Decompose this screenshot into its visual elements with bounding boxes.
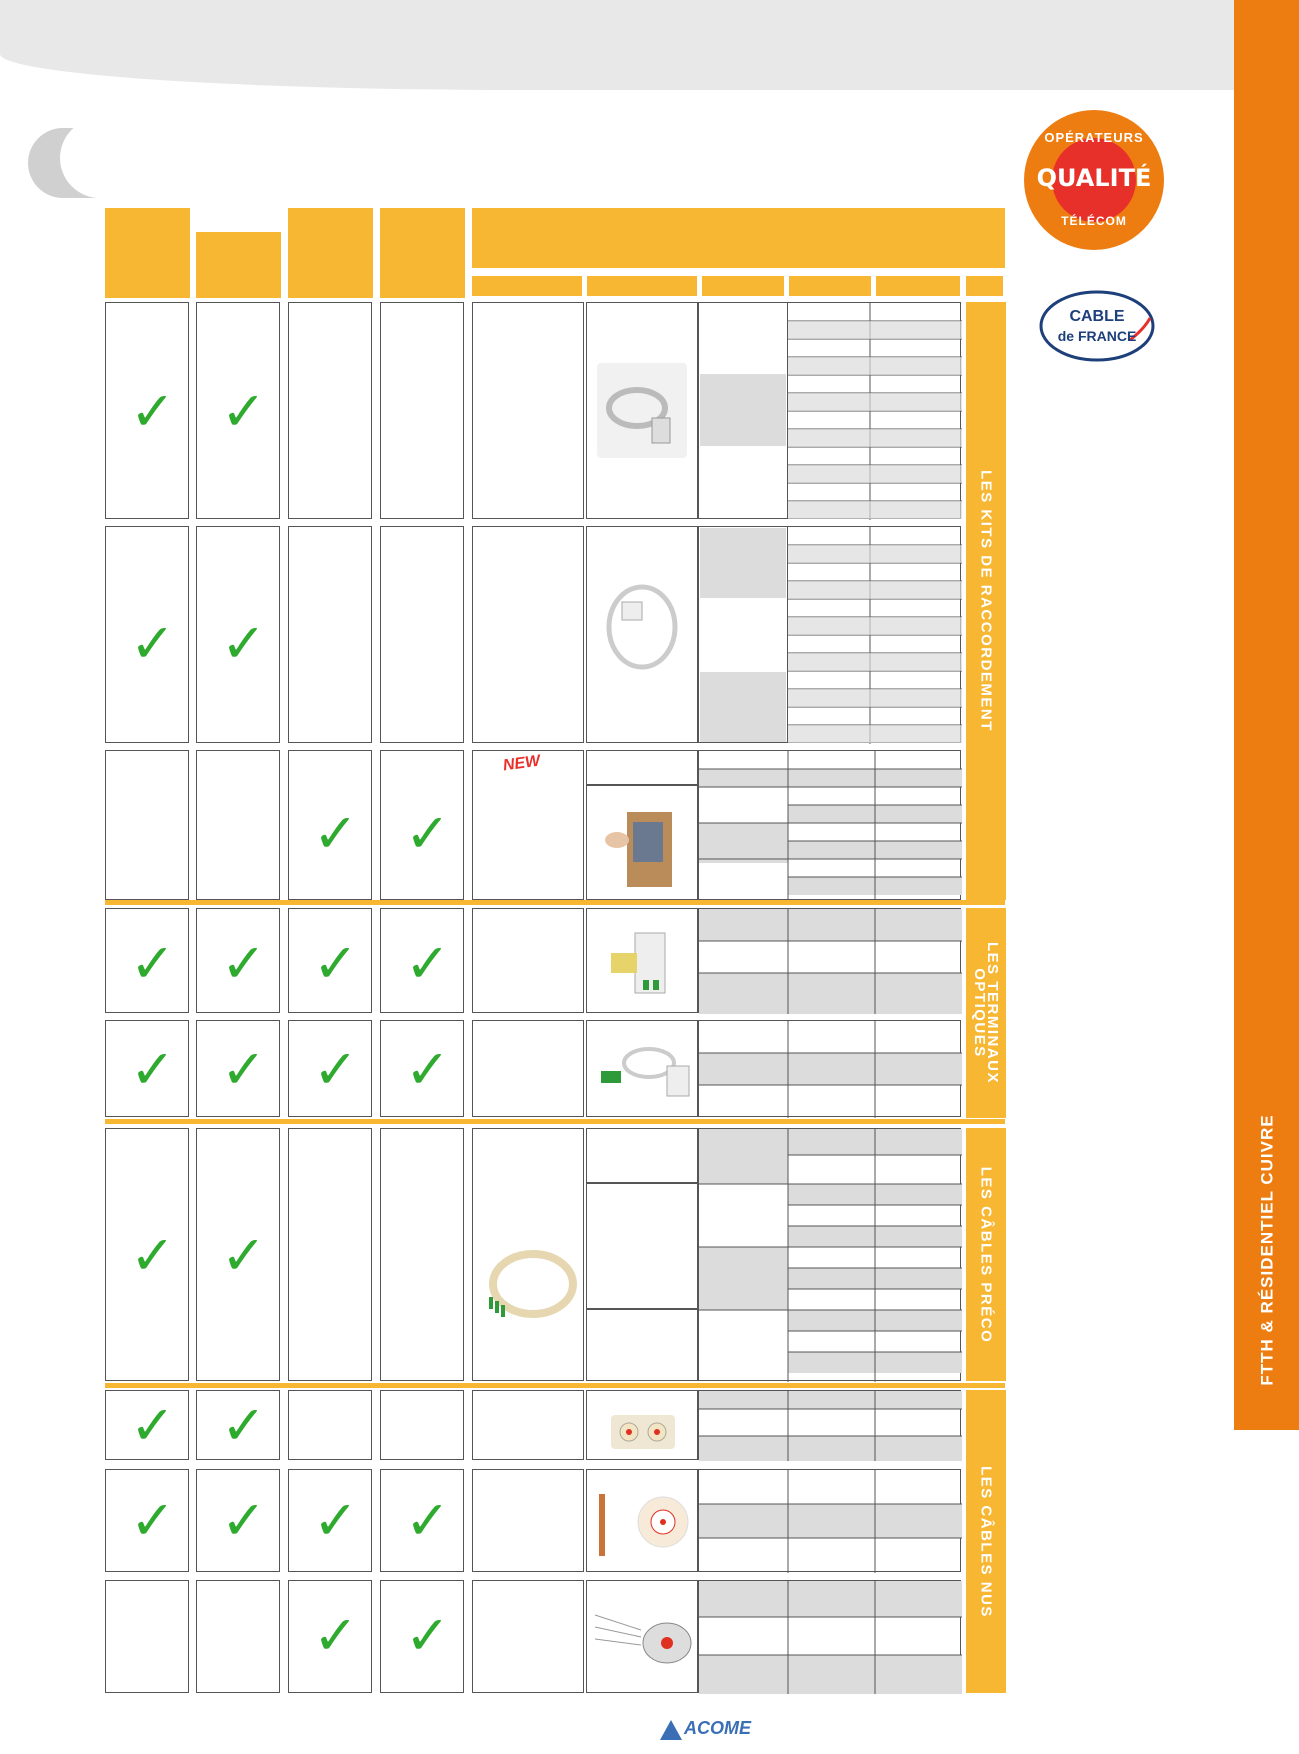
row2-col1: [105, 526, 189, 743]
header-product-group: [472, 208, 1005, 268]
row2-grey-b: [700, 672, 786, 742]
cable-diagram-photo: [591, 1484, 691, 1562]
row8-grid: [698, 1469, 961, 1572]
row7-col3: [288, 1390, 372, 1460]
row1-name: [472, 302, 584, 519]
badge-bottom-text: TÉLÉCOM: [1061, 214, 1127, 228]
check-icon: ✓: [221, 612, 267, 675]
check-icon: ✓: [130, 1489, 176, 1552]
row4-col2: [196, 908, 280, 1013]
row7-grid: [698, 1390, 961, 1460]
row1-col2: [196, 302, 280, 519]
preco-cable-photo: [481, 1239, 577, 1331]
check-icon: ✓: [405, 1489, 451, 1552]
row5-name: [472, 1020, 584, 1117]
row2-photo: [586, 526, 698, 743]
section-kits-text: LES KITS DE RACCORDEMENT: [977, 470, 995, 732]
row2-col2: [196, 526, 280, 743]
row6-col4: [380, 1128, 464, 1381]
acome-text: ACOME: [684, 1718, 751, 1738]
check-icon: ✓: [405, 1604, 451, 1667]
section-label-preco: [966, 1128, 1006, 1381]
header-sub-4: [789, 276, 871, 296]
row9-col1: [105, 1580, 189, 1693]
row1-col4: [380, 302, 464, 519]
row9-col3: [288, 1580, 372, 1693]
top-background-band: [0, 0, 1299, 90]
check-icon: ✓: [130, 1394, 176, 1457]
row9-name: [472, 1580, 584, 1693]
row4-grid: [698, 908, 961, 1013]
header-sub-1: [472, 276, 582, 296]
row4-name: [472, 908, 584, 1013]
cable-section-photo: [611, 1415, 675, 1449]
row6-col1: [105, 1128, 189, 1381]
terminal-photo: [605, 925, 677, 1003]
check-icon: ✓: [130, 380, 176, 443]
row6-desc-a: [586, 1128, 698, 1183]
section-preco-text: LES CÂBLES PRÉCO: [977, 1166, 995, 1343]
row3-photo-top: [586, 750, 698, 785]
check-icon: ✓: [405, 802, 451, 865]
row5-col3: [288, 1020, 372, 1117]
row1-col1: [105, 302, 189, 519]
row1-col3: [288, 302, 372, 519]
header-col-4: [380, 208, 465, 298]
row8-col1: [105, 1469, 189, 1572]
check-icon: ✓: [313, 932, 359, 995]
row5-col4: [380, 1020, 464, 1117]
row6-desc-b: [586, 1183, 698, 1309]
row8-photo: [586, 1469, 698, 1572]
cable-text: CABLE: [1069, 308, 1125, 325]
row7-photo: [586, 1390, 698, 1460]
check-icon: ✓: [405, 1038, 451, 1101]
row9-col4: [380, 1580, 464, 1693]
row2-grey-a: [700, 528, 786, 598]
header-col-2: [196, 232, 281, 298]
row4-photo: [586, 908, 698, 1013]
row5-col1: [105, 1020, 189, 1117]
row1-grey-block: [700, 374, 786, 446]
title-tab: [60, 118, 1100, 198]
row6-col3: [288, 1128, 372, 1381]
acome-logo: [660, 1718, 780, 1742]
row7-col2: [196, 1390, 280, 1460]
box-photo: [599, 802, 679, 890]
row5-col2: [196, 1020, 280, 1117]
right-band-label: [1234, 1060, 1299, 1440]
row3-photo: [586, 785, 698, 900]
row6-col2: [196, 1128, 280, 1381]
row7-col4: [380, 1390, 464, 1460]
check-icon: ✓: [221, 1489, 267, 1552]
section-terminaux-text: LES TERMINAUX OPTIQUES: [971, 941, 1001, 1084]
row2-col3: [288, 526, 372, 743]
row3-name: [472, 750, 584, 900]
row9-photo: [586, 1580, 698, 1693]
row7-name: [472, 1390, 584, 1460]
row5-photo: [586, 1020, 698, 1117]
cable-section-photo-2: [591, 1595, 695, 1681]
header-sub-3: [702, 276, 784, 296]
qualite-badge: [1022, 108, 1166, 252]
row1-photo: [586, 302, 698, 519]
row8-col2: [196, 1469, 280, 1572]
row3-col3: [288, 750, 372, 900]
kit-coil-photo: [602, 577, 682, 677]
row4-col4: [380, 908, 464, 1013]
row9-col2: [196, 1580, 280, 1693]
header-sub-2: [587, 276, 697, 296]
right-band-text: FTTH & RÉSIDENTIEL CUIVRE: [1257, 1114, 1276, 1386]
cable-de-france-logo: [1035, 288, 1159, 364]
row2-col4: [380, 526, 464, 743]
row3-col1: [105, 750, 189, 900]
section-divider: [105, 1119, 1005, 1124]
check-icon: ✓: [313, 802, 359, 865]
row5-grid: [698, 1020, 961, 1117]
row3-col2: [196, 750, 280, 900]
header-col-3: [288, 208, 373, 298]
terminal-kit-photo: [589, 1041, 695, 1101]
check-icon: ✓: [221, 1394, 267, 1457]
check-icon: ✓: [130, 932, 176, 995]
badge-top-text: OPÉRATEURS: [1044, 130, 1144, 145]
check-icon: ✓: [130, 612, 176, 675]
check-icon: ✓: [130, 1038, 176, 1101]
row8-col3: [288, 1469, 372, 1572]
row6-grid: [698, 1128, 961, 1381]
section-label-nus: [966, 1390, 1006, 1693]
row7-col1: [105, 1390, 189, 1460]
row6-desc-c: [586, 1309, 698, 1381]
row8-name: [472, 1469, 584, 1572]
row2-grid: [787, 526, 961, 743]
check-icon: ✓: [313, 1038, 359, 1101]
section-nus-text: LES CÂBLES NUS: [977, 1465, 995, 1618]
row4-col3: [288, 908, 372, 1013]
row3-col4: [380, 750, 464, 900]
check-icon: ✓: [221, 1038, 267, 1101]
header-sub-5: [876, 276, 960, 296]
row1-grid: [787, 302, 961, 519]
row4-col1: [105, 908, 189, 1013]
section-label-terminaux: [966, 908, 1006, 1118]
row8-col4: [380, 1469, 464, 1572]
badge-main-text: QUALITÉ: [1036, 164, 1152, 192]
check-icon: ✓: [313, 1604, 359, 1667]
section-divider: [105, 900, 1005, 905]
check-icon: ✓: [405, 932, 451, 995]
check-icon: ✓: [221, 1224, 267, 1287]
section-label-kits: [966, 302, 1006, 900]
check-icon: ✓: [221, 380, 267, 443]
header-sub-6: [966, 276, 1003, 296]
check-icon: ✓: [130, 1224, 176, 1287]
header-col-1: [105, 208, 190, 298]
row9-grid: [698, 1580, 961, 1693]
row3-grid: [698, 750, 961, 900]
kit-cable-photo: [597, 363, 687, 458]
new-badge: NEW: [501, 752, 542, 775]
section-divider: [105, 1383, 1005, 1388]
check-icon: ✓: [221, 932, 267, 995]
row6-name: [472, 1128, 584, 1381]
de-france-text: de FRANCE: [1057, 328, 1137, 344]
check-icon: ✓: [313, 1489, 359, 1552]
row2-name: [472, 526, 584, 743]
